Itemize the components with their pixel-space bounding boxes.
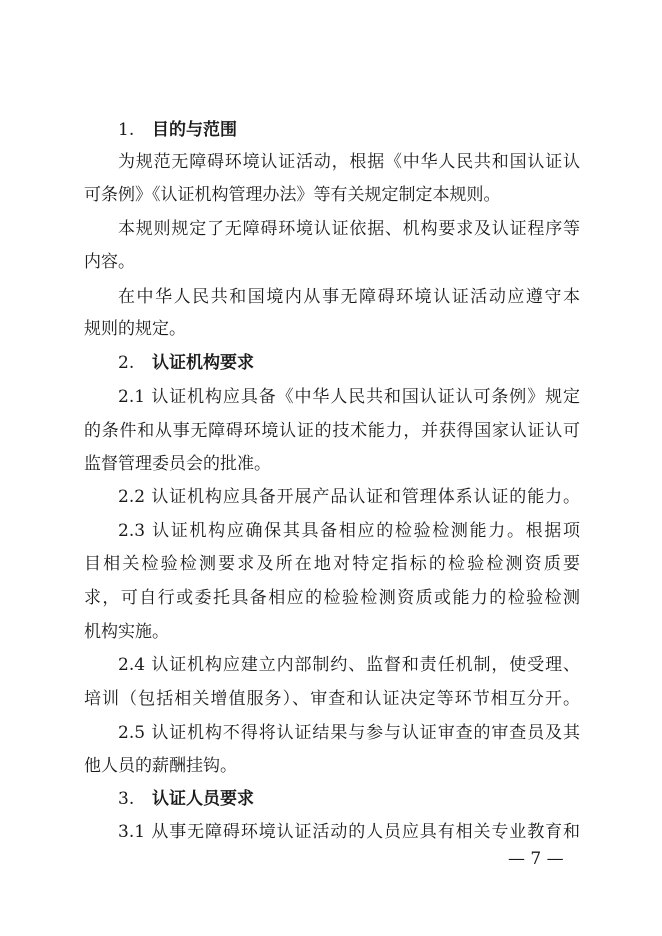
paragraph-line: 内容。 (84, 252, 135, 272)
paragraph-line: 机构实施。 (84, 622, 169, 642)
paragraph-line: 监督管理委员会的批准。 (84, 454, 271, 474)
section-number: 1. (118, 120, 135, 140)
section-heading-2 (118, 352, 254, 374)
section-title: 目的与范围 (152, 120, 237, 140)
paragraph-line: 2.5 认证机构不得将认证结果与参与认证审查的审查员及其 (118, 723, 580, 743)
paragraph-line: 2.3 认证机构应确保其具备相应的检验检测能力。根据项 (118, 521, 580, 541)
section-number: 3. (118, 789, 135, 809)
paragraph-line: 在中华人民共和国境内从事无障碍环境认证活动应遵守本 (118, 287, 580, 307)
paragraph-line: 目相关检验检测要求及所在地对特定指标的检验检测资质要 (84, 554, 580, 574)
section-title: 认证机构要求 (152, 353, 254, 373)
paragraph-line: 规则的规定。 (84, 319, 186, 339)
paragraph-line: 2.2 认证机构应具备开展产品认证和管理体系认证的能力。 (118, 487, 580, 507)
section-heading-1 (118, 119, 237, 141)
paragraph-line: 求，可自行或委托具备相应的检验检测资质或能力的检验检测 (84, 588, 580, 608)
page-number: — 7 — (508, 849, 564, 869)
paragraph-line: 培训（包括相关增值服务）、审查和认证决定等环节相互分开。 (84, 689, 580, 709)
paragraph-line: 为规范无障碍环境认证活动，根据《中华人民共和国认证认 (118, 152, 580, 172)
paragraph-line: 可条例》《认证机构管理办法》等有关规定制定本规则。 (84, 185, 501, 205)
section-heading-3 (118, 788, 254, 810)
paragraph-line: 他人员的薪酬挂钩。 (84, 756, 237, 776)
section-title: 认证人员要求 (152, 789, 254, 809)
paragraph-line: 2.4 认证机构应建立内部制约、监督和责任机制，使受理、 (118, 655, 580, 675)
paragraph-line: 的条件和从事无障碍环境认证的技术能力，并获得国家认证认可 (84, 421, 580, 441)
paragraph-line: 2.1 认证机构应具备《中华人民共和国认证认可条例》规定 (118, 387, 580, 407)
paragraph-line: 本规则规定了无障碍环境认证依据、机构要求及认证程序等 (118, 219, 580, 239)
section-number: 2. (118, 353, 135, 373)
paragraph-line: 3.1 从事无障碍环境认证活动的人员应具有相关专业教育和 (118, 822, 580, 842)
